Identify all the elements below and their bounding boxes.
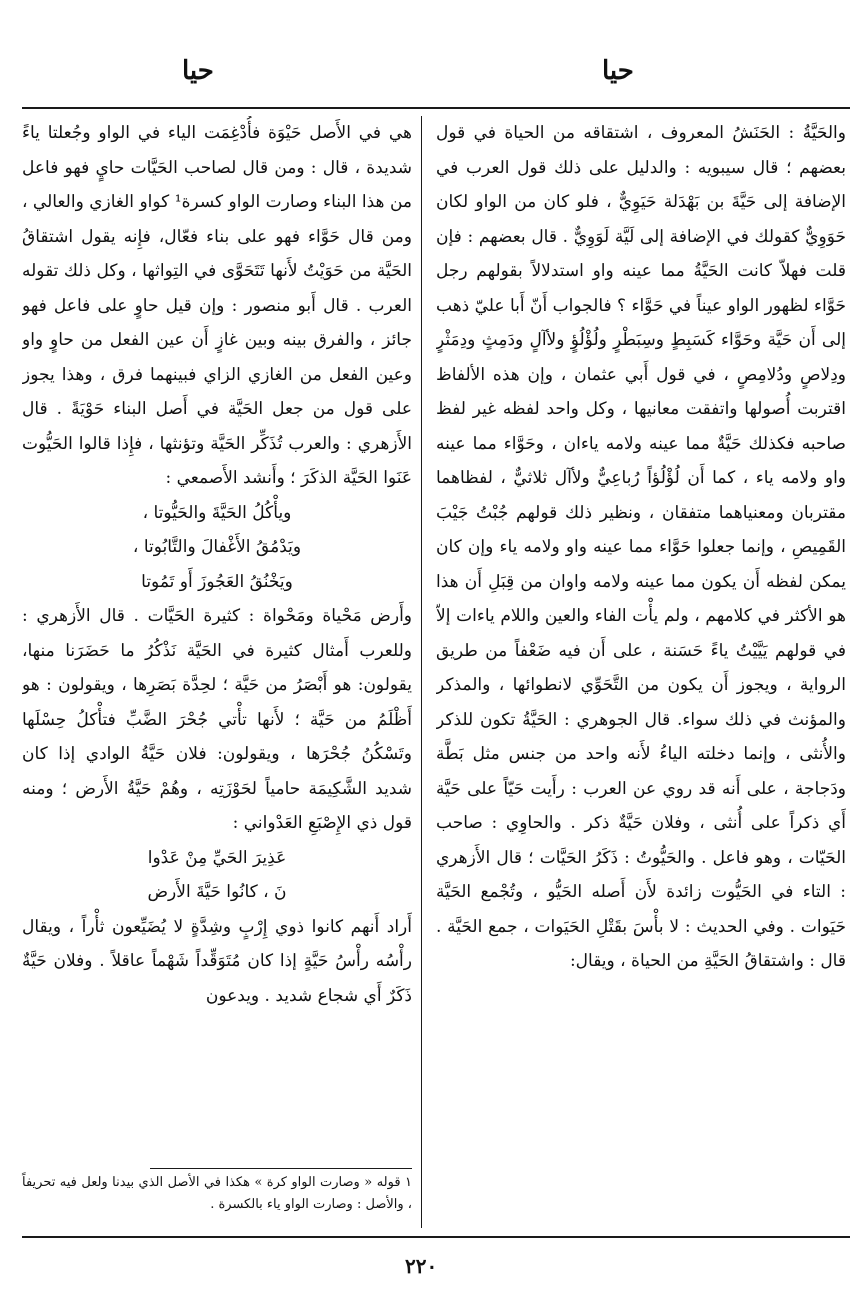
running-header-right: حيا (602, 56, 634, 86)
left-column (22, 116, 412, 1228)
right-column (436, 116, 846, 1228)
left-column-main (22, 116, 412, 1054)
verse-line: ويَخْنُقُ العَجُوزَ أَو تَمُوتا (141, 571, 293, 592)
footer-rule (22, 1236, 850, 1238)
footnote: ١ قوله « وصارت الواو كرة » هكذا في الأصل الذي بيدنا ولعل فيه تحريفاً ، والأصل : وصارت الواو ياء بالكسرة . (22, 1175, 412, 1212)
verse-line: ويَدْمُقُ الأَغْفالَ والتَّابُوتا ، (132, 537, 302, 557)
header-rule (22, 107, 850, 109)
left-column-text-1: هي في الأَصل حَيْوَة فأُدْغِمَت الياء في الواو وجُعلتا ياءً شديدة ، قال : ومن قال لصاحب الحَيَّات حايٍ فهو فاعل من هذا البناء وصارت الواو كسرة¹ كواو الغازي والعالي ، ومن قال حَوَّاء فهو على بناء فعّال، فإِنه يقول اشتقاقُ الحَيَّة من حَوَيْتُ لأَنها تَتَحَوَّى في التِواثها ، وكل ذلك تقوله العرب . قال أَبو منصور : وإن قيل حاوٍ على فاعل فهو جائز ، والفرق بينه وبين غازٍ أَن عين الفعل من حاوٍ واو وعين الفعل من الغازي الزاي فبينهما فرق ، وهذا يجوز على قول من جعل الحَيَّة في أَصل البناء حَوْيَةً . قال الأَزهري : والعرب تُذَكِّر الحَيَّة وتؤنثها ، فإِذا قالوا الحَيُّوت عَنَوا الحَيَّة الذكَرَ ؛ وأَنشد الأَصمعي : (22, 123, 412, 488)
footnote-rule (150, 1168, 412, 1169)
column-divider (421, 116, 422, 1228)
left-column-text-3: أَراد أَنهم كانوا ذوي إِرْبٍ وشِدَّةٍ لا يُضَيِّعون ثأْراً ، ويقال رأْسُه رأْسُ حَيَّةٍ إذا كان مُتَوَقِّداً شَهْماً عاقلاً . وفلان حَيَّةٌ ذَكَرٌ أَي شجاع شديد . ويدعون (22, 916, 412, 1006)
right-column-text: والحَيَّةُ : الحَنَشُ المعروف ، اشتقاقه من الحياة في قول بعضهم ؛ قال سيبويه : والدليل على ذلك قول العرب في الإضافة إلى حَيَّةَ بن بَهْدَلة حَيَوِيٌّ ، فلو كان من الواو لكان حَوَوِيٌّ كقولك في الإضافة إلى لَيَّة لَوَوِيٌّ . قال بعضهم : فإن قلت فهلاّ كانت الحَيَّةُ مما عينه واو استدلالاً بقولهم رجل حَوَّاء لظهور الواو عيناً في حَوَّاء ؟ فالجواب أَنّ أَبا عليّ ذهب إلى أَن حَيَّة وحَوَّاء كَسَبِطٍ وسِبَطْرٍ ولُؤْلُؤٍ ولأآلٍ ودَمِثٍ ودِمَثْرٍ ودِلاصٍ ودُلامِصٍ ، في قول أَبي عثمان ، وإن هذه الألفاظ اقتربت أُصولها واتفقت معانيها ، وكل واحد لفظه غير لفظ صاحبه فكذلك حَيَّةٌ مما عينه ولامه ياءان ، وحَوَّاء مما عينه واو ولامه ياء ، كما أَن لُؤْلُؤاً رُباعِيٌّ ولأآل ثلاثيٌّ ، لفظاهما مقتربان ومعنياهما متفقان ، ونظير ذلك قولهم جُبْتُ جَيْبَ القَمِيصِ ، وإنما جعلوا حَوَّاء مما عينه واو ولامه ياء وإن كان يمكن لفظه أَن يكون مما عينه ولامه واوان من قِبَلِ أَن هذا هو الأكثر في كلامهم ، ولم يأْت الفاء والعين واللام ياءات إلاّ في قولهم يَيَّيْتُ ياءً حَسَنة ، على أَن فيه ضَعْفاً من طريق الرواية ، ويجوز أَن يكون من التَّحَوِّي لانطوائها ، والمذكر والمؤنث في ذلك سواء. قال الجوهري : الحَيَّةُ تكون للذكر والأُنثى ، وإنما دخلته الياءُ لأَنه واحد من جنس مثل بَطَّة ودَجاجة ، على أَنه قد روي عن العرب : رأَيت حَيّاً على حَيَّة أَي ذكراً على أُنثى ، وفلان حَيَّةٌ ذكر . والحاوِي : صاحب الحَيّات ، وهو فاعل . والحَيُّوتُ : ذَكَرُ الحَيَّات ؛ قال الأَزهري : التاء في الحَيُّوت زائدة لأَن أَصله الحَيُّو ، وتُجْمع الحَيَّة حَيَوات . وفي الحديث : لا بأْسَ بقَتْلِ الحَيَوات ، جمع الحَيَّة . قال : واشتقاقُ الحَيَّةِ من الحياة ، ويقال: (436, 123, 846, 971)
verse-line: عَذِيرَ الحَيِّ مِنْ عَدْوا (147, 847, 287, 868)
left-column-text-2: وأَرض مَحْياة ومَحْواة : كثيرة الحَيَّات . قال الأَزهري : وللعرب أَمثال كثيرة في الحَيَّة نَذْكُرُ ما حَضَرَنا منها، يقولون: هو أَبْصَرُ من حَيَّة ؛ لحِدَّة بَصَرِها ، ويقولون : هو أَظْلَمُ من حَيَّة ؛ لأَنها تأْتي جُحْرَ الضَّبِّ فتأْكلُ حِسْلَها وتَسْكُنُ جُحْرَها ، ويقولون: فلان حَيَّةُ الوادي إذا كان شديد الشَّكِيمَة حامياً لحَوْزَتِه ، وهُمْ حَيَّةُ الأَرض ؛ ومنه قول ذي الإِصْبَعِ العَدْواني : (22, 606, 412, 833)
verse-line: نَ ، كانُوا حَيَّةَ الأَرض (147, 882, 287, 902)
verse-line: ويأْكُلُ الحَيَّةَ والحَيُّوتا ، (142, 502, 292, 523)
page-number: ٢٢٠ (405, 1254, 438, 1278)
running-header-left: حيا (182, 56, 214, 86)
